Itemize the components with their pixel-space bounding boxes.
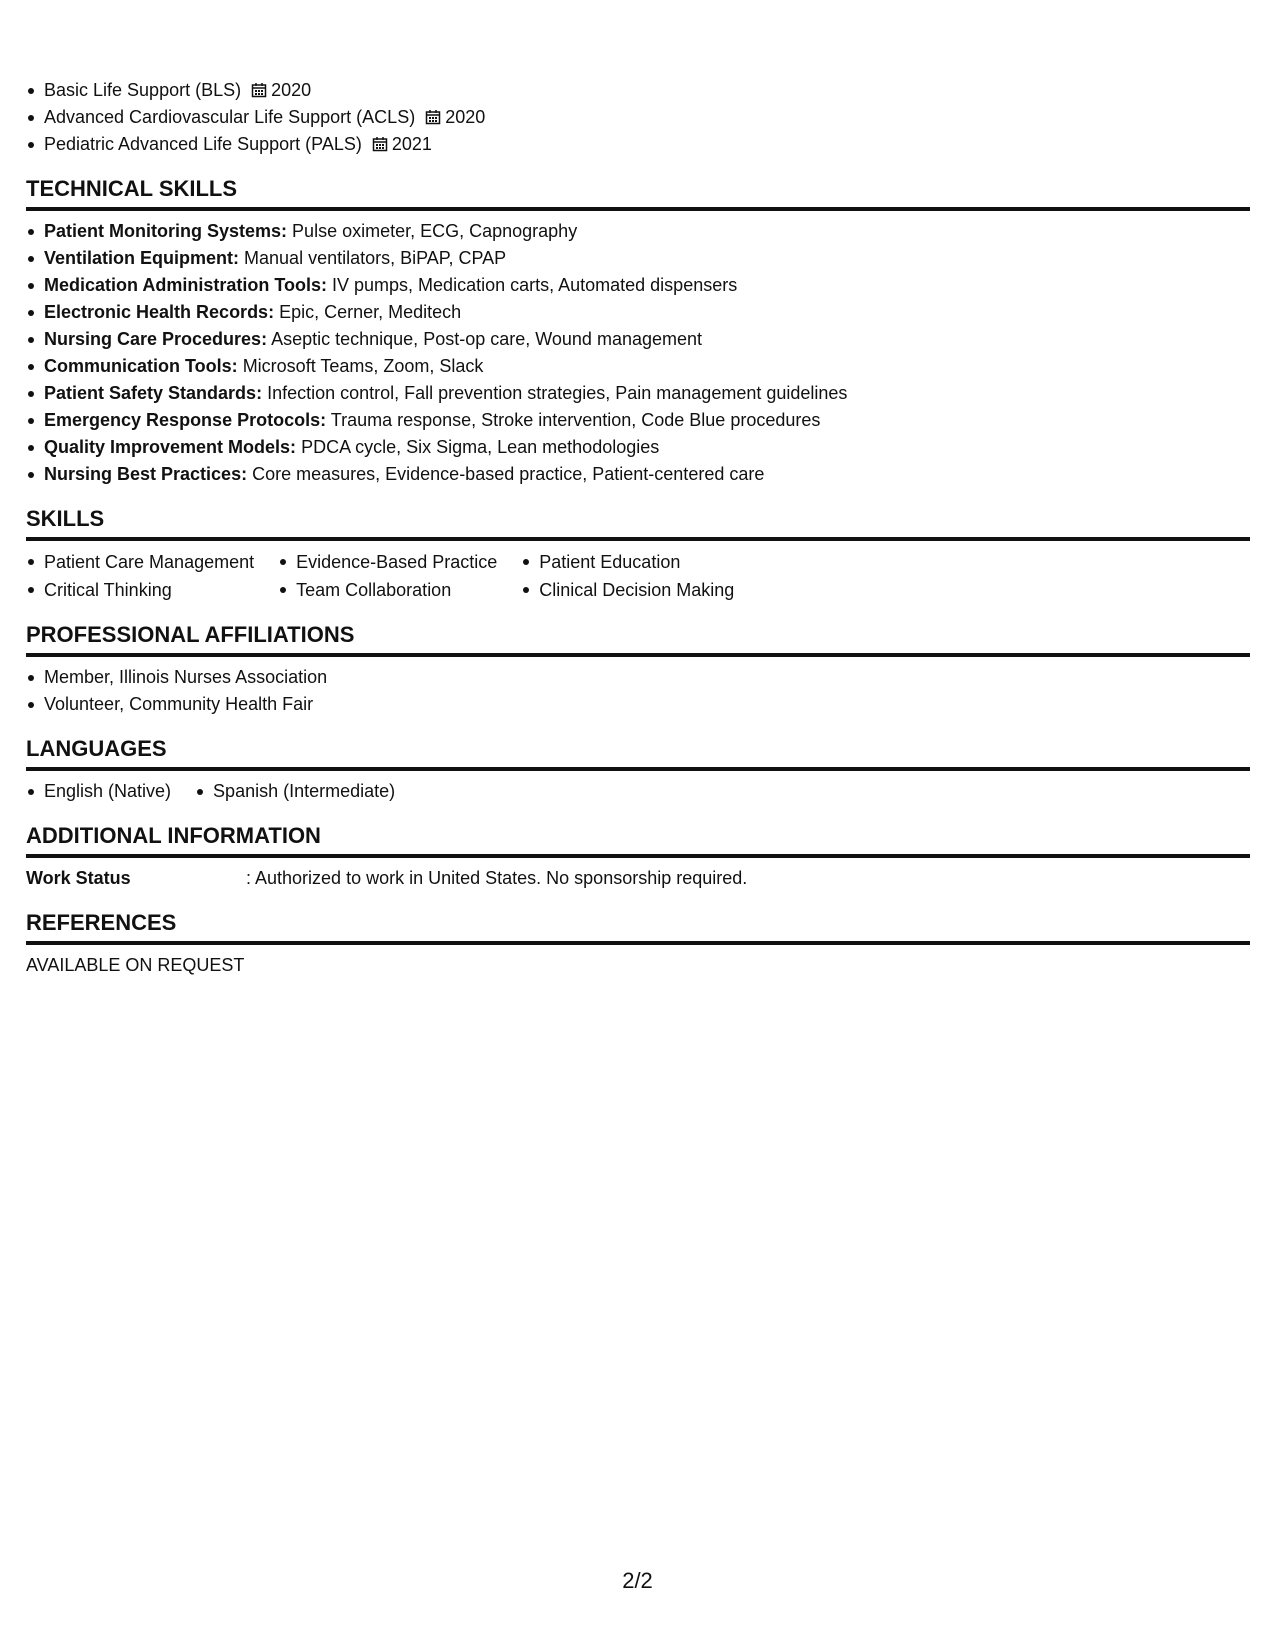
skill-detail: Microsoft Teams, Zoom, Slack bbox=[242, 356, 484, 376]
certification-year: 2021 bbox=[391, 134, 432, 154]
references-text: AVAILABLE ON REQUEST bbox=[26, 955, 245, 975]
skill-item: Evidence-Based Practice bbox=[278, 548, 497, 576]
calendar-icon bbox=[372, 136, 388, 152]
affiliations-heading: PROFESSIONAL AFFILIATIONS bbox=[26, 622, 1250, 657]
certification-year: 2020 bbox=[445, 107, 486, 127]
skill-item: Patient Care Management bbox=[26, 548, 254, 576]
skill-detail: Manual ventilators, BiPAP, CPAP bbox=[244, 248, 507, 268]
skill-item: Clinical Decision Making bbox=[521, 576, 734, 604]
languages-list bbox=[26, 778, 1250, 805]
technical-skill-item bbox=[26, 218, 1250, 245]
technical-skills-list bbox=[26, 218, 1250, 488]
certification-year: 2020 bbox=[271, 80, 312, 100]
technical-skill-item bbox=[26, 434, 1250, 461]
calendar-icon bbox=[251, 82, 267, 98]
skills-heading: SKILLS bbox=[26, 506, 1250, 541]
technical-skill-item bbox=[26, 353, 1250, 380]
skill-detail: Infection control, Fall prevention strategies, Pain management guidelines bbox=[267, 383, 848, 403]
technical-skill-item bbox=[26, 299, 1250, 326]
skill-detail: Trauma response, Stroke intervention, Code Blue procedures bbox=[330, 410, 821, 430]
skills-column bbox=[521, 548, 734, 604]
technical-skill-item bbox=[26, 407, 1250, 434]
skill-item: Critical Thinking bbox=[26, 576, 254, 604]
skill-item: Patient Education bbox=[521, 548, 734, 576]
skill-category: Emergency Response Protocols: bbox=[44, 410, 327, 430]
technical-skill-item bbox=[26, 272, 1250, 299]
skill-category: Patient Safety Standards: bbox=[44, 383, 263, 403]
page-number: 2/2 bbox=[622, 1568, 653, 1593]
certification-name: Pediatric Advanced Life Support (PALS) bbox=[44, 134, 362, 154]
references-heading: REFERENCES bbox=[26, 910, 1250, 945]
skill-detail: Aseptic technique, Post-op care, Wound management bbox=[271, 329, 703, 349]
resume-page bbox=[26, 77, 1250, 979]
skills-column bbox=[26, 548, 254, 604]
skill-detail: Pulse oximeter, ECG, Capnography bbox=[292, 221, 578, 241]
skill-category: Ventilation Equipment: bbox=[44, 248, 240, 268]
languages-heading: LANGUAGES bbox=[26, 736, 1250, 771]
certification-item bbox=[26, 104, 1250, 131]
skills-grid bbox=[26, 548, 1250, 604]
work-status-label: Work Status bbox=[26, 868, 131, 888]
certification-item bbox=[26, 131, 1250, 158]
technical-skill-item bbox=[26, 326, 1250, 353]
technical-skill-item bbox=[26, 461, 1250, 488]
skill-detail: IV pumps, Medication carts, Automated dispensers bbox=[332, 275, 738, 295]
skill-category: Communication Tools: bbox=[44, 356, 238, 376]
work-status-value: : Authorized to work in United States. No sponsorship required. bbox=[246, 868, 748, 888]
calendar-icon bbox=[425, 109, 441, 125]
skill-category: Patient Monitoring Systems: bbox=[44, 221, 288, 241]
technical-skill-item bbox=[26, 380, 1250, 407]
technical-skills-heading: TECHNICAL SKILLS bbox=[26, 176, 1250, 211]
technical-skill-item bbox=[26, 245, 1250, 272]
skills-column bbox=[278, 548, 497, 604]
work-status-row bbox=[26, 865, 1250, 892]
skill-category: Medication Administration Tools: bbox=[44, 275, 327, 295]
skill-category: Quality Improvement Models: bbox=[44, 437, 297, 457]
affiliations-list bbox=[26, 664, 1250, 718]
certification-name: Advanced Cardiovascular Life Support (ACLS) bbox=[44, 107, 416, 127]
certification-item bbox=[26, 77, 1250, 104]
language-item: Spanish (Intermediate) bbox=[195, 778, 395, 805]
skill-category: Nursing Care Procedures: bbox=[44, 329, 268, 349]
affiliation-item: Member, Illinois Nurses Association bbox=[26, 664, 1250, 691]
additional-info-heading: ADDITIONAL INFORMATION bbox=[26, 823, 1250, 858]
skill-category: Nursing Best Practices: bbox=[44, 464, 248, 484]
certification-name: Basic Life Support (BLS) bbox=[44, 80, 242, 100]
skill-item: Team Collaboration bbox=[278, 576, 497, 604]
certifications-list bbox=[26, 77, 1250, 158]
skill-category: Electronic Health Records: bbox=[44, 302, 275, 322]
affiliation-item: Volunteer, Community Health Fair bbox=[26, 691, 1250, 718]
skill-detail: PDCA cycle, Six Sigma, Lean methodologies bbox=[301, 437, 660, 457]
skill-detail: Epic, Cerner, Meditech bbox=[279, 302, 462, 322]
language-item: English (Native) bbox=[26, 778, 171, 805]
skill-detail: Core measures, Evidence-based practice, Patient-centered care bbox=[252, 464, 765, 484]
